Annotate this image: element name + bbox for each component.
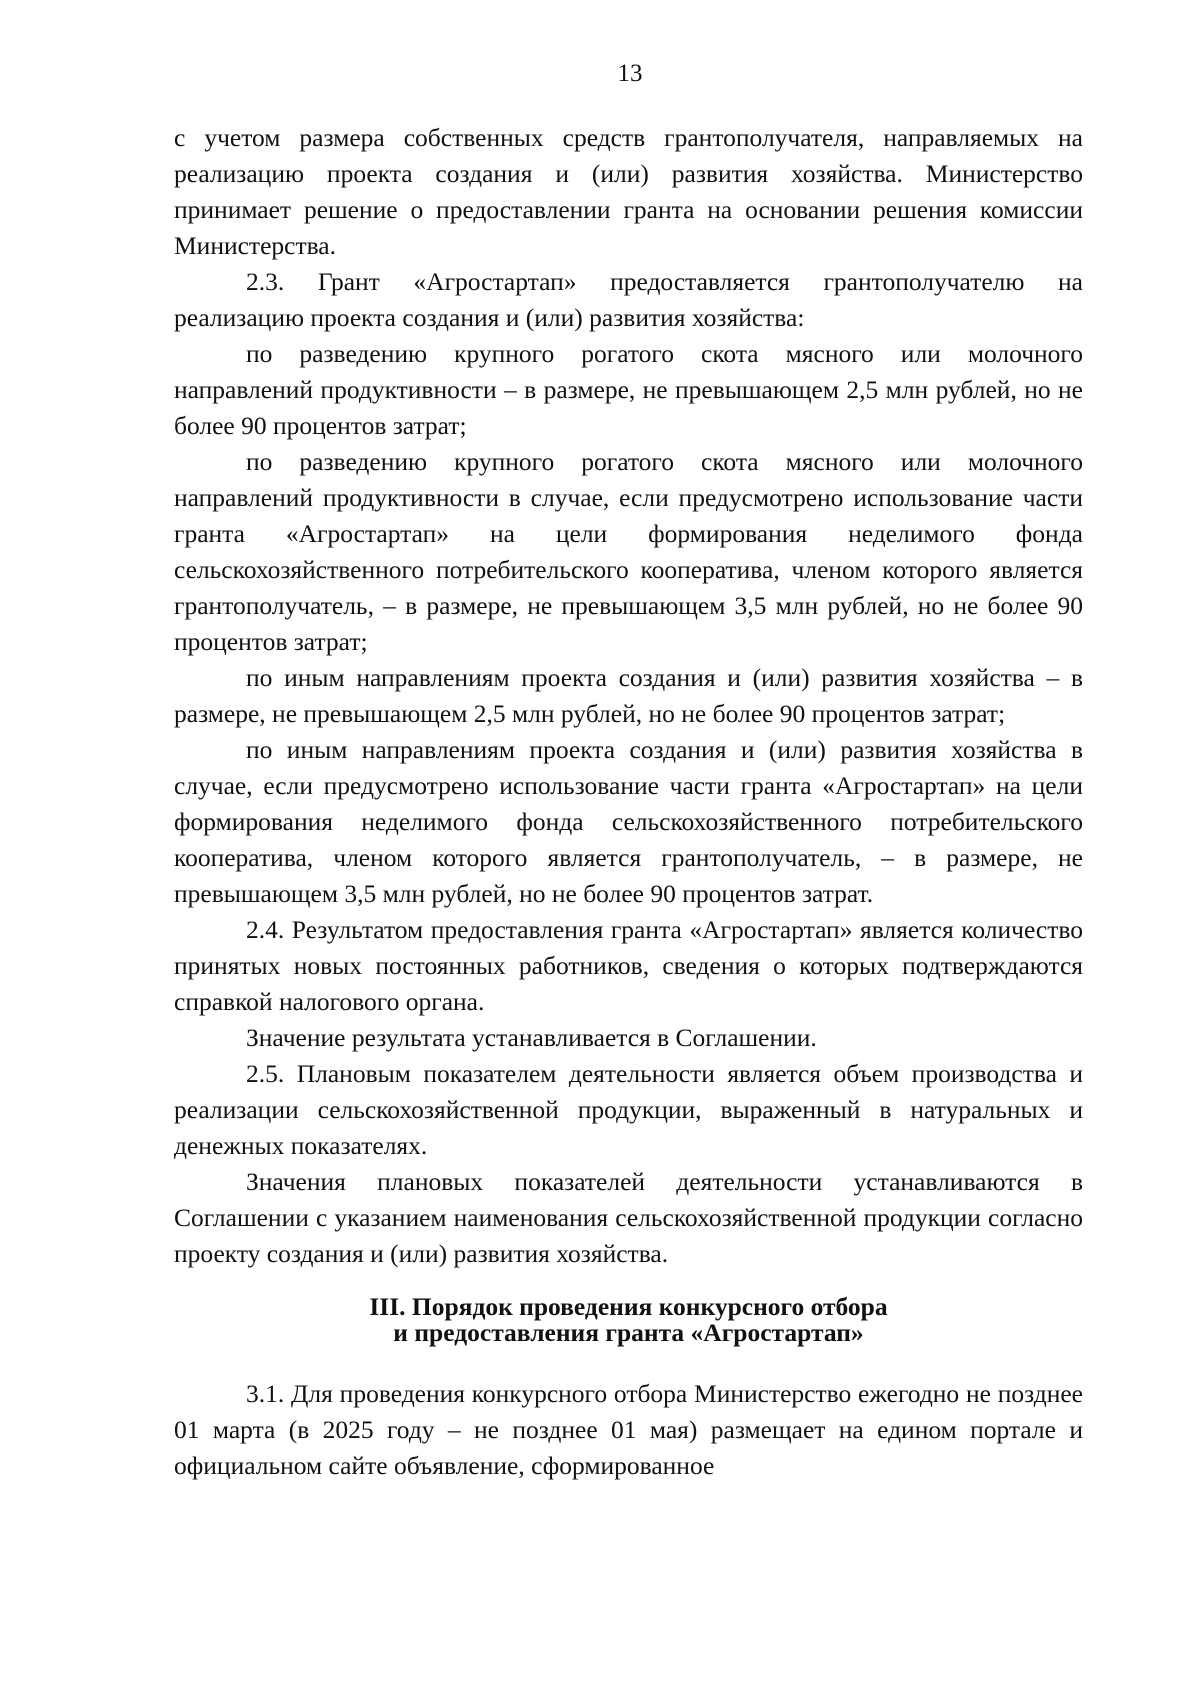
- paragraph-other-2-5: по иным направлениям проекта создания и (или) развития хозяйства – в размере, не превышающем 2,5 млн рублей, но не более 90 процентов затрат;: [174, 663, 1083, 728]
- section-heading-line-1: III. Порядок проведения конкурсного отбора: [369, 1292, 888, 1321]
- document-body: [174, 120, 1083, 1484]
- paragraph-result-value: Значение результата устанавливается в Соглашении.: [246, 1023, 817, 1052]
- paragraph-other-3-5: по иным направлениям проекта создания и (или) развития хозяйства в случае, если предусмотрено использование части гранта «Агростартап» на цели формирования неделимого фонда сельскохозяйственного потребительского кооператива, членом которого является грантополучатель, – в размере, не превышающем 3,5 млн рублей, но не более 90 процентов затрат.: [174, 735, 1083, 908]
- section-heading: [174, 1294, 1083, 1346]
- page-number: 13: [617, 60, 643, 87]
- section-heading-line-2: и предоставления гранта «Агростартап»: [393, 1318, 864, 1347]
- paragraph-cattle-2-5: по разведению крупного рогатого скота мясного или молочного направлений продуктивности – в размере, не превышающем 2,5 млн рублей, но не более 90 процентов затрат;: [174, 339, 1083, 440]
- paragraph-planned-values: Значения плановых показателей деятельности устанавливаются в Соглашении с указанием наименования сельскохозяйственной продукции согласно проекту создания и (или) развития хозяйства.: [174, 1167, 1083, 1268]
- paragraph-cattle-3-5: по разведению крупного рогатого скота мясного или молочного направлений продуктивности в случае, если предусмотрено использование части гранта «Агростартап» на цели формирования неделимого фонда сельскохозяйственного потребительского кооператива, членом которого является грантополучатель, – в размере, не превышающем 3,5 млн рублей, но не более 90 процентов затрат;: [174, 447, 1083, 656]
- paragraph-2-4: 2.4. Результатом предоставления гранта «Агростартап» является количество принятых новых постоянных работников, сведения о которых подтверждаются справкой налогового органа.: [174, 915, 1083, 1016]
- paragraph-3-1: 3.1. Для проведения конкурсного отбора Министерство ежегодно не позднее 01 марта (в 2025 году – не позднее 01 мая) размещает на едином портале и официальном сайте объявление, сформированное: [174, 1379, 1083, 1480]
- paragraph-2-5: 2.5. Плановым показателем деятельности является объем производства и реализации сельскохозяйственной продукции, выраженный в натуральных и денежных показателях.: [174, 1059, 1083, 1160]
- paragraph-continuation: с учетом размера собственных средств грантополучателя, направляемых на реализацию проекта создания и (или) развития хозяйства. Министерство принимает решение о предоставлении гранта на основании решения комиссии Министерства.: [174, 123, 1083, 260]
- paragraph-2-3: 2.3. Грант «Агростартап» предоставляется грантополучателю на реализацию проекта создания и (или) развития хозяйства:: [174, 267, 1083, 332]
